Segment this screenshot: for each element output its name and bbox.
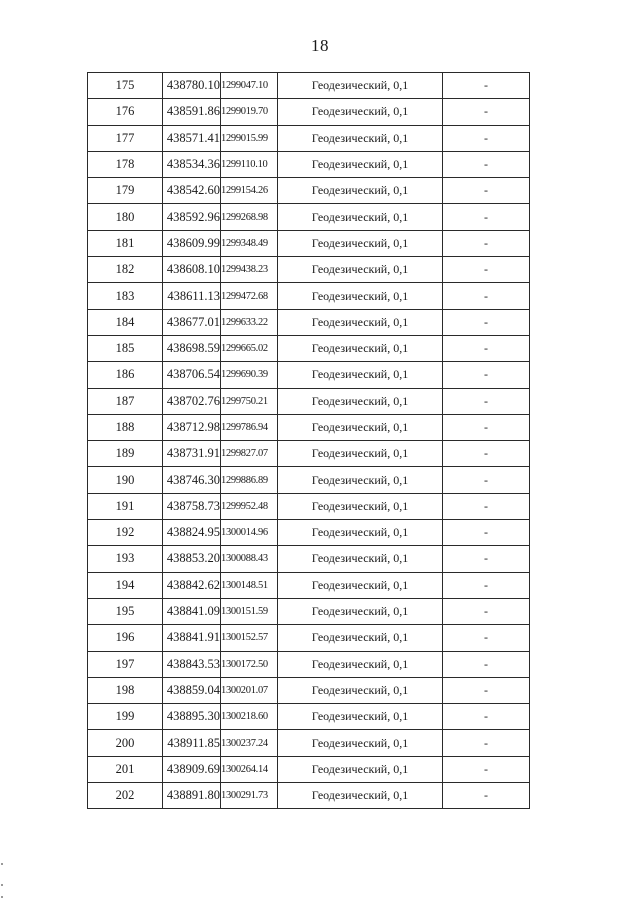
method-accuracy-cell: Геодезический, 0,1 <box>278 230 443 256</box>
table-row <box>88 283 530 309</box>
table-row <box>88 335 530 361</box>
x-coordinate-cell: 438891.80 <box>163 783 221 809</box>
y-coordinate-cell: 1300152.57 <box>221 625 278 651</box>
point-number-cell: 184 <box>88 309 163 335</box>
point-description-cell: - <box>443 204 530 230</box>
point-description-cell: - <box>443 520 530 546</box>
method-accuracy-cell: Геодезический, 0,1 <box>278 73 443 99</box>
table-row <box>88 625 530 651</box>
x-coordinate-cell: 438731.91 <box>163 441 221 467</box>
y-coordinate-cell: 1300088.43 <box>221 546 278 572</box>
x-coordinate-cell: 438909.69 <box>163 756 221 782</box>
method-accuracy-cell: Геодезический, 0,1 <box>278 467 443 493</box>
point-number-cell: 202 <box>88 783 163 809</box>
point-number-cell: 175 <box>88 73 163 99</box>
y-coordinate-cell: 1300172.50 <box>221 651 278 677</box>
y-coordinate-cell: 1299952.48 <box>221 493 278 519</box>
point-description-cell: - <box>443 546 530 572</box>
point-description-cell: - <box>443 178 530 204</box>
x-coordinate-cell: 438702.76 <box>163 388 221 414</box>
point-number-cell: 176 <box>88 99 163 125</box>
point-number-cell: 181 <box>88 230 163 256</box>
point-description-cell: - <box>443 730 530 756</box>
method-accuracy-cell: Геодезический, 0,1 <box>278 204 443 230</box>
y-coordinate-cell: 1299827.07 <box>221 441 278 467</box>
x-coordinate-cell: 438706.54 <box>163 362 221 388</box>
y-coordinate-cell: 1300148.51 <box>221 572 278 598</box>
x-coordinate-cell: 438746.30 <box>163 467 221 493</box>
table-row <box>88 257 530 283</box>
method-accuracy-cell: Геодезический, 0,1 <box>278 625 443 651</box>
x-coordinate-cell: 438534.36 <box>163 151 221 177</box>
scan-artifact <box>1 884 3 886</box>
method-accuracy-cell: Геодезический, 0,1 <box>278 257 443 283</box>
y-coordinate-cell: 1300264.14 <box>221 756 278 782</box>
method-accuracy-cell: Геодезический, 0,1 <box>278 362 443 388</box>
x-coordinate-cell: 438591.86 <box>163 99 221 125</box>
table-row <box>88 572 530 598</box>
scan-artifact <box>1 896 3 898</box>
point-number-cell: 179 <box>88 178 163 204</box>
point-number-cell: 189 <box>88 441 163 467</box>
method-accuracy-cell: Геодезический, 0,1 <box>278 783 443 809</box>
table-row <box>88 520 530 546</box>
method-accuracy-cell: Геодезический, 0,1 <box>278 125 443 151</box>
y-coordinate-cell: 1299886.89 <box>221 467 278 493</box>
point-description-cell: - <box>443 704 530 730</box>
point-description-cell: - <box>443 441 530 467</box>
table-row <box>88 151 530 177</box>
x-coordinate-cell: 438542.60 <box>163 178 221 204</box>
table-row <box>88 441 530 467</box>
point-number-cell: 192 <box>88 520 163 546</box>
y-coordinate-cell: 1300151.59 <box>221 598 278 624</box>
method-accuracy-cell: Геодезический, 0,1 <box>278 441 443 467</box>
page-number: 18 <box>311 36 329 55</box>
table-row <box>88 230 530 256</box>
point-description-cell: - <box>443 493 530 519</box>
point-description-cell: - <box>443 283 530 309</box>
method-accuracy-cell: Геодезический, 0,1 <box>278 598 443 624</box>
scan-artifact <box>1 863 3 865</box>
method-accuracy-cell: Геодезический, 0,1 <box>278 704 443 730</box>
x-coordinate-cell: 438677.01 <box>163 309 221 335</box>
point-number-cell: 199 <box>88 704 163 730</box>
y-coordinate-cell: 1299750.21 <box>221 388 278 414</box>
y-coordinate-cell: 1299047.10 <box>221 73 278 99</box>
point-number-cell: 195 <box>88 598 163 624</box>
y-coordinate-cell: 1299472.68 <box>221 283 278 309</box>
x-coordinate-cell: 438611.13 <box>163 283 221 309</box>
point-description-cell: - <box>443 99 530 125</box>
point-description-cell: - <box>443 230 530 256</box>
point-number-cell: 191 <box>88 493 163 519</box>
point-description-cell: - <box>443 257 530 283</box>
method-accuracy-cell: Геодезический, 0,1 <box>278 309 443 335</box>
method-accuracy-cell: Геодезический, 0,1 <box>278 388 443 414</box>
table-row <box>88 388 530 414</box>
point-number-cell: 198 <box>88 677 163 703</box>
method-accuracy-cell: Геодезический, 0,1 <box>278 520 443 546</box>
point-description-cell: - <box>443 151 530 177</box>
point-number-cell: 187 <box>88 388 163 414</box>
table-row <box>88 73 530 99</box>
table-row <box>88 546 530 572</box>
method-accuracy-cell: Геодезический, 0,1 <box>278 335 443 361</box>
method-accuracy-cell: Геодезический, 0,1 <box>278 283 443 309</box>
point-description-cell: - <box>443 335 530 361</box>
point-number-cell: 182 <box>88 257 163 283</box>
x-coordinate-cell: 438780.10 <box>163 73 221 99</box>
table-row <box>88 756 530 782</box>
method-accuracy-cell: Геодезический, 0,1 <box>278 651 443 677</box>
point-description-cell: - <box>443 388 530 414</box>
point-number-cell: 180 <box>88 204 163 230</box>
point-number-cell: 186 <box>88 362 163 388</box>
point-description-cell: - <box>443 125 530 151</box>
point-number-cell: 196 <box>88 625 163 651</box>
x-coordinate-cell: 438911.85 <box>163 730 221 756</box>
table-row <box>88 651 530 677</box>
table-row <box>88 493 530 519</box>
y-coordinate-cell: 1299015.99 <box>221 125 278 151</box>
y-coordinate-cell: 1299268.98 <box>221 204 278 230</box>
y-coordinate-cell: 1299154.26 <box>221 178 278 204</box>
method-accuracy-cell: Геодезический, 0,1 <box>278 756 443 782</box>
x-coordinate-cell: 438608.10 <box>163 257 221 283</box>
point-description-cell: - <box>443 783 530 809</box>
point-description-cell: - <box>443 73 530 99</box>
table-row <box>88 309 530 335</box>
x-coordinate-cell: 438859.04 <box>163 677 221 703</box>
y-coordinate-cell: 1300201.07 <box>221 677 278 703</box>
y-coordinate-cell: 1300218.60 <box>221 704 278 730</box>
table-row <box>88 467 530 493</box>
y-coordinate-cell: 1299110.10 <box>221 151 278 177</box>
y-coordinate-cell: 1300014.96 <box>221 520 278 546</box>
method-accuracy-cell: Геодезический, 0,1 <box>278 493 443 519</box>
point-description-cell: - <box>443 598 530 624</box>
table-row <box>88 99 530 125</box>
y-coordinate-cell: 1299348.49 <box>221 230 278 256</box>
y-coordinate-cell: 1299786.94 <box>221 414 278 440</box>
method-accuracy-cell: Геодезический, 0,1 <box>278 99 443 125</box>
table-row <box>88 414 530 440</box>
point-number-cell: 178 <box>88 151 163 177</box>
method-accuracy-cell: Геодезический, 0,1 <box>278 546 443 572</box>
point-description-cell: - <box>443 625 530 651</box>
point-description-cell: - <box>443 651 530 677</box>
point-description-cell: - <box>443 677 530 703</box>
method-accuracy-cell: Геодезический, 0,1 <box>278 572 443 598</box>
method-accuracy-cell: Геодезический, 0,1 <box>278 414 443 440</box>
table-row <box>88 204 530 230</box>
point-description-cell: - <box>443 756 530 782</box>
y-coordinate-cell: 1299438.23 <box>221 257 278 283</box>
x-coordinate-cell: 438841.09 <box>163 598 221 624</box>
x-coordinate-cell: 438841.91 <box>163 625 221 651</box>
y-coordinate-cell: 1299665.02 <box>221 335 278 361</box>
point-number-cell: 190 <box>88 467 163 493</box>
method-accuracy-cell: Геодезический, 0,1 <box>278 677 443 703</box>
table-row <box>88 125 530 151</box>
table-row <box>88 704 530 730</box>
table-row <box>88 598 530 624</box>
y-coordinate-cell: 1300237.24 <box>221 730 278 756</box>
x-coordinate-cell: 438895.30 <box>163 704 221 730</box>
y-coordinate-cell: 1299633.22 <box>221 309 278 335</box>
point-description-cell: - <box>443 414 530 440</box>
y-coordinate-cell: 1299019.70 <box>221 99 278 125</box>
x-coordinate-cell: 438571.41 <box>163 125 221 151</box>
x-coordinate-cell: 438712.98 <box>163 414 221 440</box>
table-row <box>88 362 530 388</box>
point-number-cell: 201 <box>88 756 163 782</box>
table-row <box>88 730 530 756</box>
point-description-cell: - <box>443 572 530 598</box>
method-accuracy-cell: Геодезический, 0,1 <box>278 151 443 177</box>
point-number-cell: 183 <box>88 283 163 309</box>
y-coordinate-cell: 1299690.39 <box>221 362 278 388</box>
table-row <box>88 178 530 204</box>
point-number-cell: 188 <box>88 414 163 440</box>
coordinates-table-body <box>88 73 530 809</box>
x-coordinate-cell: 438698.59 <box>163 335 221 361</box>
point-description-cell: - <box>443 467 530 493</box>
point-number-cell: 185 <box>88 335 163 361</box>
point-description-cell: - <box>443 309 530 335</box>
point-number-cell: 194 <box>88 572 163 598</box>
method-accuracy-cell: Геодезический, 0,1 <box>278 178 443 204</box>
y-coordinate-cell: 1300291.73 <box>221 783 278 809</box>
x-coordinate-cell: 438758.73 <box>163 493 221 519</box>
x-coordinate-cell: 438843.53 <box>163 651 221 677</box>
point-number-cell: 193 <box>88 546 163 572</box>
x-coordinate-cell: 438609.99 <box>163 230 221 256</box>
point-number-cell: 200 <box>88 730 163 756</box>
point-description-cell: - <box>443 362 530 388</box>
coordinates-table <box>87 72 530 809</box>
x-coordinate-cell: 438824.95 <box>163 520 221 546</box>
x-coordinate-cell: 438842.62 <box>163 572 221 598</box>
x-coordinate-cell: 438853.20 <box>163 546 221 572</box>
table-row <box>88 783 530 809</box>
point-number-cell: 177 <box>88 125 163 151</box>
method-accuracy-cell: Геодезический, 0,1 <box>278 730 443 756</box>
point-number-cell: 197 <box>88 651 163 677</box>
table-row <box>88 677 530 703</box>
x-coordinate-cell: 438592.96 <box>163 204 221 230</box>
